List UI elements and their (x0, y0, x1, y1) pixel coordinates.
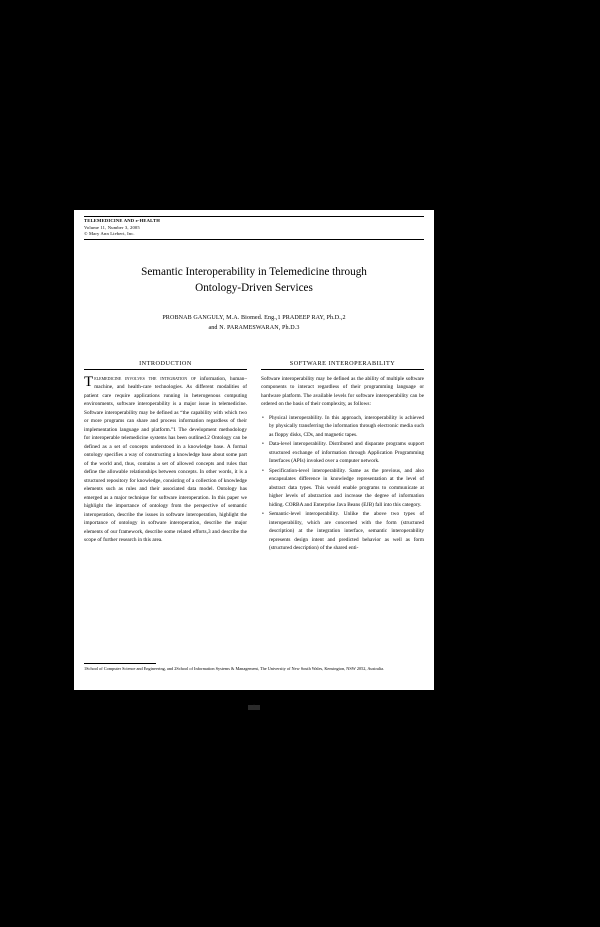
page-number (74, 705, 434, 710)
masthead (84, 216, 424, 240)
list-item: • Physical interoperability. In this approach, interoperability is achieved by physically transferring the information through electronic media such as floppy disks, CDs, and magnetic tapes. (268, 414, 424, 440)
author-line-2: and N. PARAMESWARAN, Ph.D.3 (208, 325, 300, 332)
two-column-body (84, 360, 424, 554)
footnote-area (84, 663, 424, 672)
footnote-rule (84, 663, 156, 664)
page-title-line-1: Semantic Interoperability in Telemedicine through (141, 265, 367, 278)
section-heading-introduction: INTRODUCTION (84, 360, 247, 370)
masthead-publisher: © Mary Ann Liebert, Inc. (84, 231, 135, 237)
interoperability-levels-list (261, 414, 424, 553)
drop-cap: T (84, 373, 94, 390)
section-heading-software-interoperability: SOFTWARE INTEROPERABILITY (261, 360, 424, 370)
page-title-line-2: Ontology-Driven Services (195, 282, 313, 295)
intro-lead-smallcaps: elemedicine involves the integration of (94, 375, 197, 382)
intro-paragraph: information, human–machine, and health-care technologies. As different modalities of patient care require applications running in heterogenous computing environments, software interoperability is a major issue in telemedicine. Software interoperability may be defined as “the capability with which two or more programs can share and process information regardless of their implementation language and platform.”1 The development methodology for interoperable telemedicine systems has been outlined.2 Ontology can be defined as a set of concepts understood in a knowledge base. A formal ontology specifies a way of constructing a knowledge base about some part of the world and, thus, contains a set of allowed concepts and rules that define the allowable relationships between concepts. In other words, it is a structured repository for knowledge, consisting of a collection of knowledge elements such as rules and their associated data model. Ontology has emerged as a major technique for software interoperation. In this paper we highlight the importance of ontology from the perspective of semantic interoperation, describe the issues in software interoperation, highlight the importance of ontology in software interoperation, describe the major elements of our framework, describe some related efforts,3 and describe the scope of further research in this area. (84, 375, 247, 544)
page-number-value: 1 (248, 705, 261, 710)
journal-page (74, 210, 434, 710)
list-item: • Semantic-level interoperability. Unlike the above two types of interoperability, which are concerned with the form (structured description) at the integration interface, semantic interoperability represents design intent and predicted behavior as well as form (structured description) of the shared enti- (268, 510, 424, 553)
right-column (261, 360, 424, 554)
author-list (84, 314, 424, 334)
author-line-1: PROBNAB GANGULY, M.A. Biomed. Eng.,1 PRADEEP RAY, Ph.D.,2 (162, 315, 346, 322)
masthead-issue: Volume 11, Number 3, 2005 (84, 224, 140, 230)
affiliation-footnote: 1School of Computer Science and Engineering, and 2School of Information Systems & Management, The University of New South Wales, Kensington, NSW 2052, Australia. (84, 665, 385, 671)
software-interoperability-body (261, 375, 424, 553)
software-interoperability-paragraph: Software interoperability may be defined as the ability of multiple software components to interact regardless of their programming language or hardware platform. The available levels for software interoperability can be ordered on the basis of their complexity, as follows: (261, 375, 424, 408)
list-item: • Data-level interoperability. Distributed and disparate programs support structured exchange of information through Application Programming Interfaces (APIs) invoked over a computer network. (268, 440, 424, 466)
introduction-body (84, 375, 247, 545)
page-title (102, 264, 406, 296)
left-column (84, 360, 247, 545)
masthead-journal: TELEMEDICINE AND e-HEALTH (84, 218, 161, 223)
list-item: • Specification-level interoperability. Same as the previous, and also encapsulates difference in knowledge representation at the level of abstract data types. This would enable programs to communicate at higher levels of abstraction and increase the degree of information hiding. CORBA and Enterprise Java Beans (EJB) fall into this category. (268, 467, 424, 510)
